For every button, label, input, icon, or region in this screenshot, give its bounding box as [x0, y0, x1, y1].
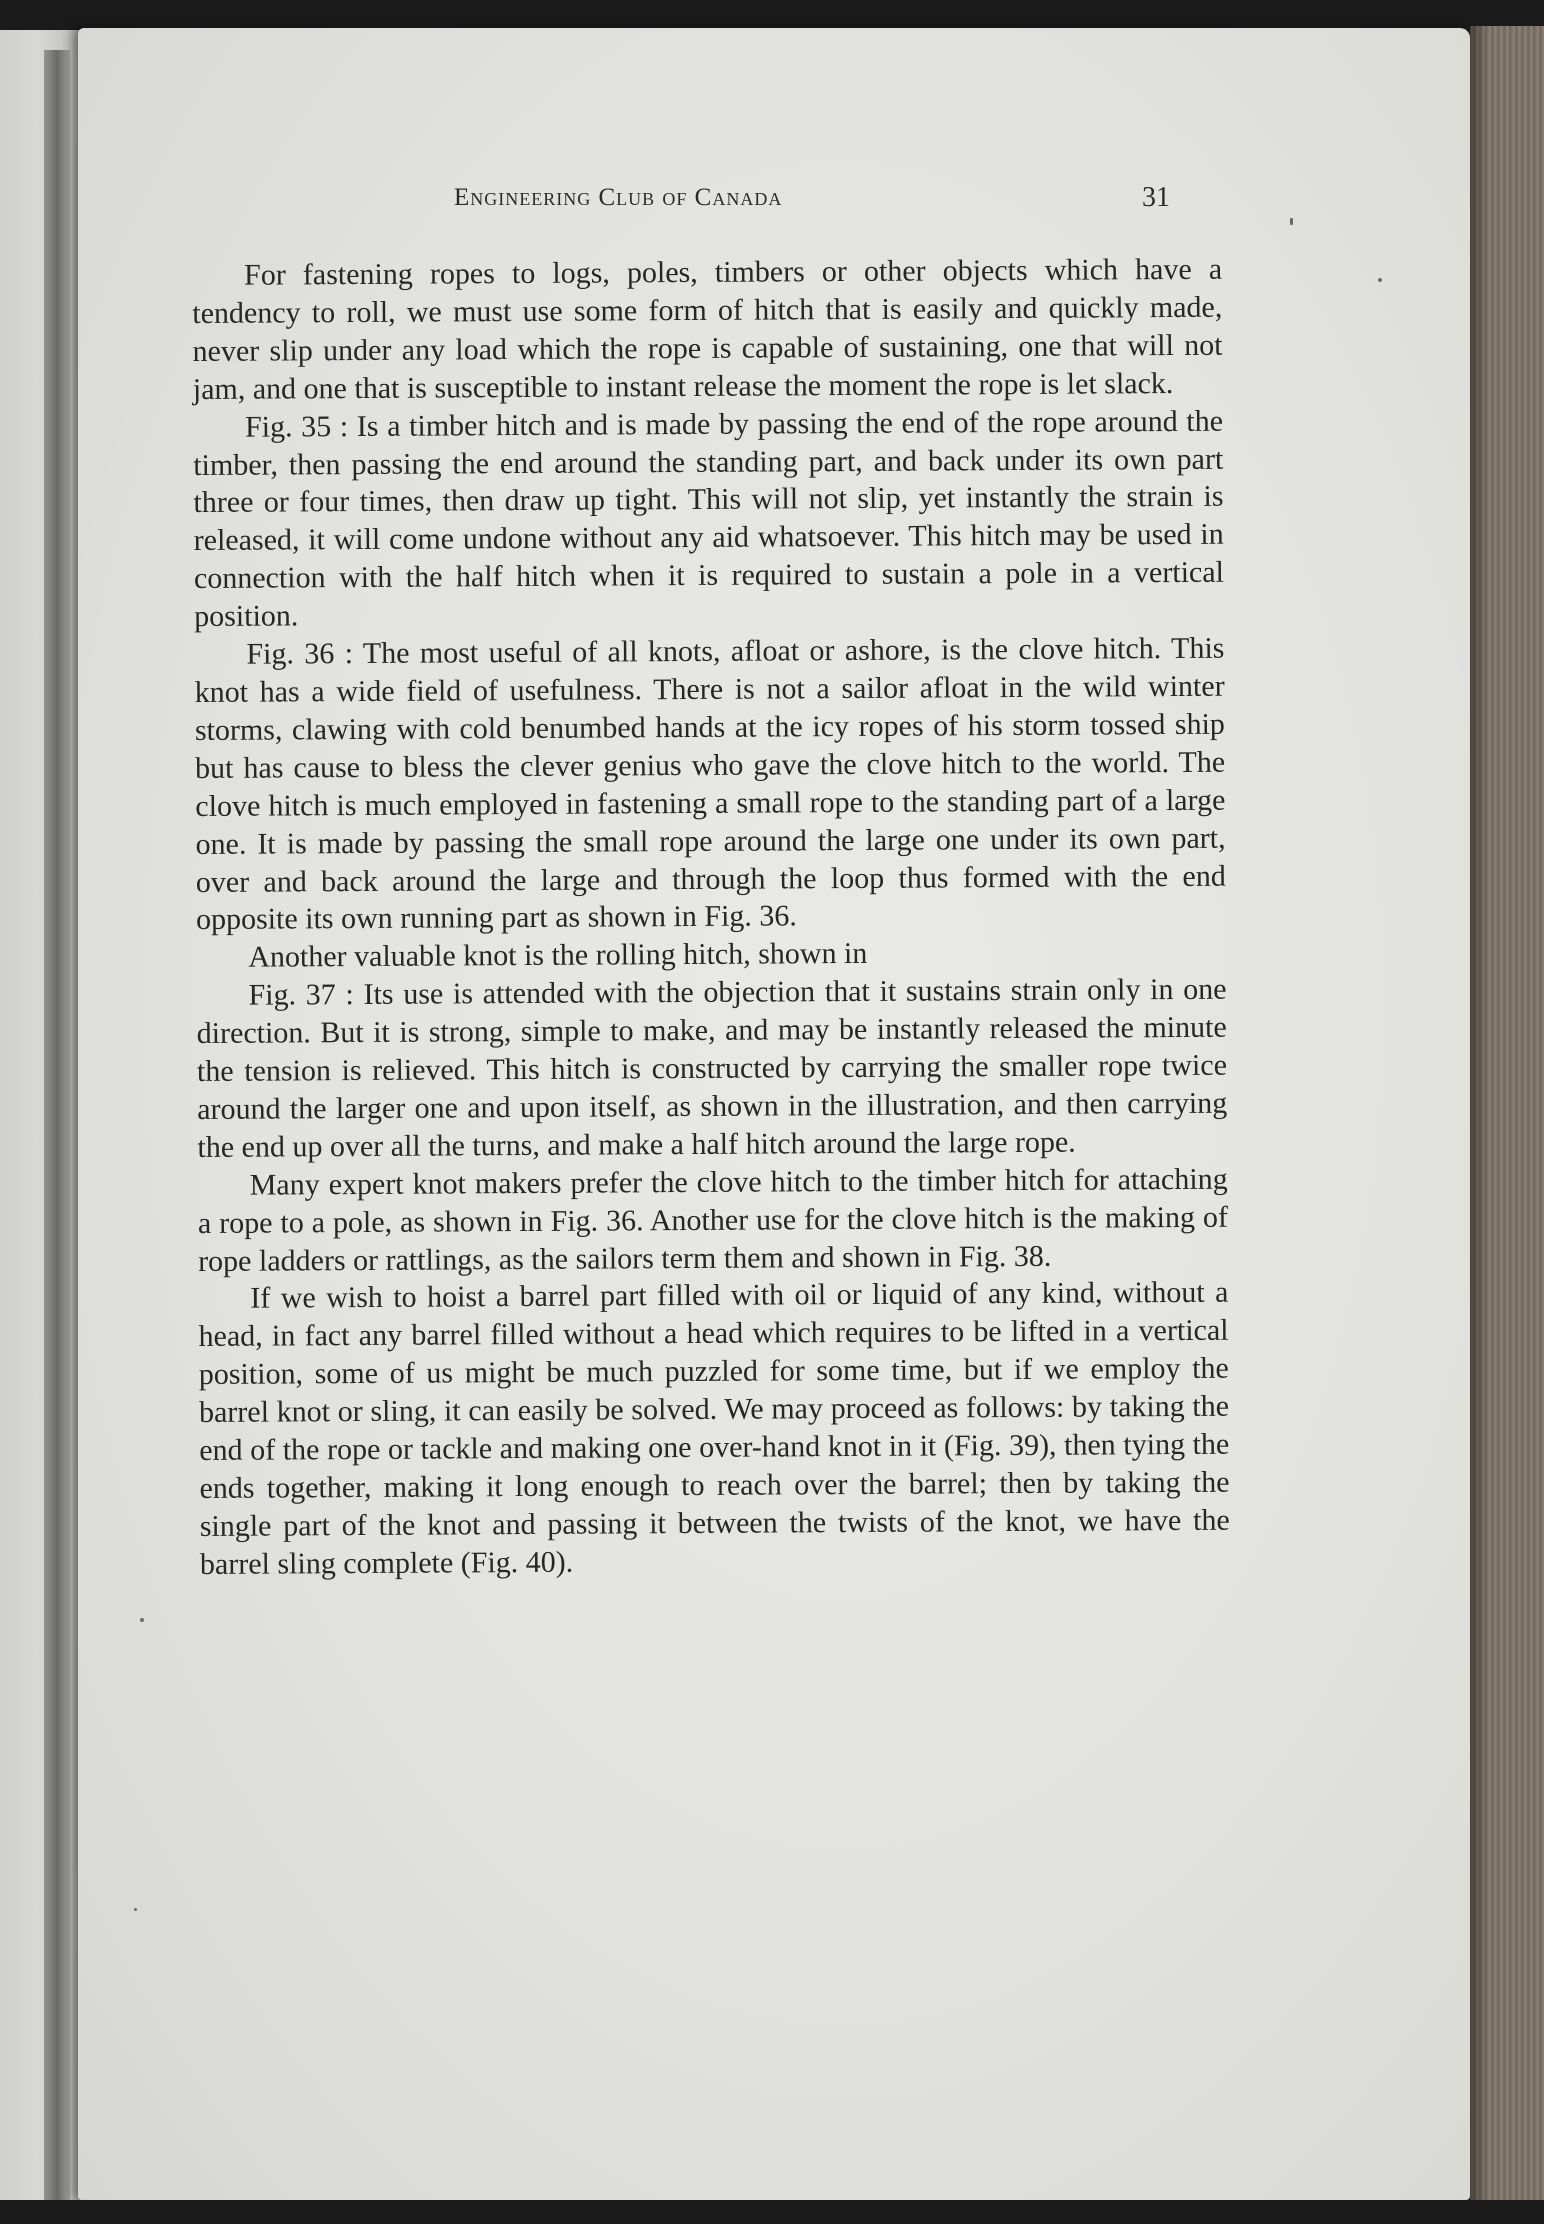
paragraph-fig-35: Fig. 35 : Is a timber hitch and is made by passing the end of the rope around the timber, then passing the end around the standing part, and back under its own part three or four times, then draw up tight. This will not slip, yet instantly the strain is released, it will come undone without any aid whatsoever. This hitch may be used in connection with the half hitch when it is required to sustain a pole in a vertical position.	[193, 404, 1225, 634]
paragraph-fig-36: Fig. 36 : The most useful of all knots, afloat or ashore, is the clove hitch. This knot has a wide field of usefulness. There is not a sailor afloat in the wild winter storms, clawing with cold benumbed hands at the icy ropes of his storm tossed ship but has cause to bless the clever genius who gave the clove hitch to the world. The clove hitch is much employed in fastening a small rope to the standing part of a large one. It is made by passing the small rope around the large one under its own part, over and back around the large and through the loop thus formed with the end opposite its own running part as shown in Fig. 36.	[194, 631, 1226, 937]
paragraph-clove-vs-timber: Many expert knot makers prefer the clove hitch to the timber hitch for attaching a rope to a pole, as shown in Fig. 36. Another use for the clove hitch is the making of rope ladders or rattlings, as the sailors term them and shown in Fig. 38.	[197, 1162, 1228, 1278]
paragraph-rolling-hitch: Another valuable knot is the rolling hitch, shown in	[248, 937, 868, 974]
running-head: Engineering Club of Canada	[454, 184, 783, 211]
page-number: 31	[1142, 182, 1170, 213]
paper-speck	[1290, 218, 1293, 225]
page-edge-shadow	[1470, 26, 1488, 2224]
paragraph-fig-37: Fig. 37 : Its use is attended with the objection that it sustains strain only in one direction. But it is strong, simple to make, and may be instantly released the minute the tension is relieved. This hitch is constructed by carrying the smaller rope twice around the larger one and upon itself, as shown in the illustration, and then carrying the end up over all the turns, and make a half hitch around the large rope.	[196, 972, 1228, 1164]
paragraph-intro: For fastening ropes to logs, poles, timbers or other objects which have a tendency to roll, we must use some form of hitch that is easily and quickly made, never slip under any load which the rope is capable of sustaining, one that will not jam, and one that is susceptible to instant release the moment the rope is let slack.	[192, 252, 1223, 406]
paper-speck	[1378, 278, 1382, 282]
scanner-top-border	[0, 0, 1544, 30]
page-stack-edge	[1470, 26, 1544, 2224]
scanner-bottom-border	[0, 2200, 1544, 2224]
book-gutter-shadow	[44, 50, 70, 2200]
page-header	[192, 182, 1192, 222]
body-text	[192, 251, 1230, 1584]
paper-speck	[134, 1908, 137, 1911]
paper-speck	[140, 1618, 144, 1622]
paragraph-barrel-sling: If we wish to hoist a barrel part filled with oil or liquid of any kind, without a head, in fact any barrel filled without a head which requires to be lifted in a vertical position, some of us might be much puzzled for some time, but if we employ the barrel knot or sling, it can easily be solved. We may proceed as follows: by taking the end of the rope or tackle and making one over-hand knot in it (Fig. 39), then tying the ends together, making it long enough to reach over the barrel; then by taking the single part of the knot and passing it between the twists of the knot, we have the barrel sling complete (Fig. 40).	[198, 1276, 1230, 1581]
